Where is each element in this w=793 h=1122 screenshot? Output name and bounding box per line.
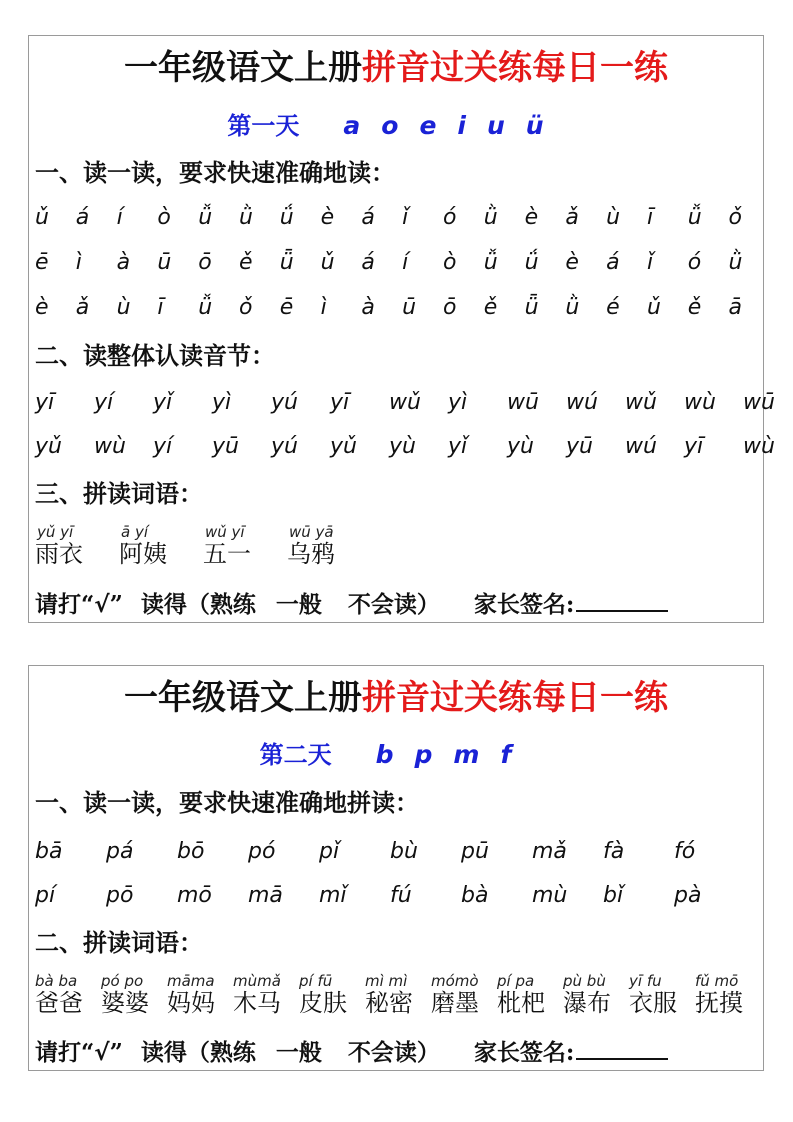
word-hanzi: 秘密: [365, 989, 413, 1017]
day1-card: [28, 35, 775, 623]
tone-vowel: á: [361, 205, 375, 230]
day2-syllable-row-1: [35, 838, 745, 866]
word-hanzi: 五一: [203, 540, 251, 568]
tone-vowel: ò: [157, 205, 171, 230]
syllable: bā: [35, 839, 63, 864]
syllable: pà: [674, 883, 702, 908]
check-mark-icon: √: [94, 1040, 110, 1066]
syllable: yú: [271, 390, 298, 415]
syllable: mō: [177, 883, 212, 908]
day1-title: [29, 46, 763, 90]
tone-vowel: ǖ: [279, 250, 294, 275]
syllable: pí: [35, 883, 56, 908]
syllable: yì: [212, 390, 232, 415]
pinyin-letter: e: [419, 111, 437, 140]
word-item: [203, 524, 251, 568]
syllable: yū: [566, 434, 593, 459]
day2-subtitle: [29, 740, 763, 770]
word-item: [35, 524, 83, 568]
syllable: wú: [625, 434, 657, 459]
day2-section1-heading: 一、读一读，要求快速准确地拼读：: [35, 788, 419, 817]
footer-read-label: 读得（: [140, 1039, 210, 1066]
tone-vowel: ǔ: [320, 250, 335, 275]
word-item: [35, 973, 101, 1017]
word-item: [365, 973, 431, 1017]
day1-subtitle: [29, 111, 763, 141]
syllable: yī: [330, 390, 350, 415]
word-pinyin: mì mì: [365, 972, 408, 990]
day2-word-list: [35, 973, 761, 1017]
pinyin-letter: b: [375, 740, 394, 769]
day1-syllable-row-1: [35, 389, 793, 417]
day1-letters: [343, 112, 564, 140]
footer-option-fluent[interactable]: 熟练: [209, 1039, 256, 1066]
syllable: bō: [177, 839, 205, 864]
word-hanzi: 木马: [233, 989, 281, 1017]
parent-sign-label: 家长签名:: [473, 591, 575, 618]
word-hanzi: 枇杷: [497, 989, 545, 1017]
word-hanzi: 雨衣: [35, 540, 83, 568]
syllable: yǔ: [330, 434, 357, 459]
footer-option-cannot-read[interactable]: 不会读）: [347, 1039, 440, 1066]
word-pinyin: ā yí: [121, 523, 149, 541]
word-pinyin: pó po: [101, 972, 144, 990]
word-item: [101, 973, 167, 1017]
syllable: fó: [674, 839, 696, 864]
syllable: bù: [390, 839, 418, 864]
word-item: [563, 973, 629, 1017]
tone-vowel: á: [361, 250, 375, 275]
tone-vowel: ò: [442, 250, 457, 275]
tone-vowel: ǐ: [646, 250, 654, 275]
syllable: wǔ: [625, 390, 657, 415]
syllable: wǔ: [389, 390, 421, 415]
word-pinyin: mùmǎ: [233, 972, 281, 990]
word-hanzi: 磨墨: [431, 989, 479, 1017]
day1-section2-heading: 二、读整体认读音节：: [35, 341, 275, 370]
tone-vowel: ǚ: [483, 250, 498, 275]
tone-vowel: ǚ: [687, 205, 702, 230]
tone-vowel: ǔ: [646, 295, 661, 320]
tone-vowel: ē: [279, 295, 294, 320]
pinyin-letter: m: [453, 740, 480, 769]
day2-section2-heading: 二、拼读词语：: [35, 928, 203, 957]
word-pinyin: bà ba: [35, 972, 78, 990]
tone-vowel: ì: [75, 250, 82, 275]
tone-vowel: á: [606, 250, 620, 275]
word-item: [629, 973, 695, 1017]
word-pinyin: yǔ yī: [37, 523, 74, 541]
tone-vowel: ǘ: [279, 205, 294, 230]
pinyin-letter: p: [414, 740, 433, 769]
syllable: bǐ: [603, 883, 624, 908]
syllable: yì: [448, 390, 468, 415]
tone-vowel: ě: [238, 250, 253, 275]
syllable: yí: [94, 390, 114, 415]
day2-letters: [376, 741, 533, 769]
tone-vowel: è: [565, 250, 579, 275]
syllable: fà: [603, 839, 625, 864]
tone-vowel: è: [524, 205, 539, 230]
word-pinyin: wū yā: [289, 523, 334, 541]
tone-vowel: í: [402, 250, 409, 275]
syllable: yǐ: [448, 434, 468, 459]
syllable: fú: [390, 883, 412, 908]
footer-option-average[interactable]: 一般: [275, 1039, 322, 1066]
check-mark-icon: √: [94, 592, 110, 618]
day2-footer: [35, 1034, 668, 1068]
word-pinyin: yī fu: [629, 972, 662, 990]
word-item: [287, 524, 335, 568]
day2-title: [29, 676, 763, 720]
word-hanzi: 阿姨: [119, 540, 167, 568]
word-pinyin: māma: [167, 972, 215, 990]
pinyin-letter: f: [500, 740, 512, 769]
word-item: [431, 973, 497, 1017]
tone-vowel: ǐ: [402, 205, 409, 230]
tone-vowel: ǘ: [524, 250, 539, 275]
tone-vowel: ī: [646, 205, 654, 230]
tone-vowel: ǜ: [483, 205, 498, 230]
tone-vowel: í: [116, 205, 123, 230]
tone-vowel: ǎ: [565, 205, 579, 230]
day1-title-black: 一年级语文上册: [124, 48, 362, 88]
syllable: yǔ: [35, 434, 62, 459]
footer-prompt: 请打“: [35, 1039, 95, 1066]
word-hanzi: 乌鸦: [287, 540, 335, 568]
syllable: wù: [684, 390, 716, 415]
syllable: mù: [532, 883, 568, 908]
tone-vowel: è: [35, 295, 49, 320]
day2-title-red: 拼音过关练每日一练: [362, 678, 668, 718]
syllable: wù: [743, 434, 775, 459]
pinyin-letter: a: [343, 111, 361, 140]
day2-label: 第二天: [259, 740, 332, 769]
tone-vowel: ā: [728, 295, 743, 320]
footer-read-label: 读得（: [140, 591, 210, 618]
syllable: pǐ: [319, 839, 340, 864]
tone-vowel: ù: [116, 295, 131, 320]
word-item: [119, 524, 167, 568]
syllable: mā: [248, 883, 283, 908]
syllable: yí: [153, 434, 173, 459]
word-pinyin: pù bù: [563, 972, 606, 990]
word-hanzi: 婆婆: [101, 989, 149, 1017]
day1-syllable-row-2: [35, 433, 793, 461]
pinyin-letter: o: [381, 111, 399, 140]
word-pinyin: wǔ yī: [205, 523, 245, 541]
word-hanzi: 衣服: [629, 989, 677, 1017]
word-hanzi: 妈妈: [167, 989, 215, 1017]
day1-word-list: [35, 524, 371, 568]
word-item: [497, 973, 563, 1017]
word-hanzi: 瀑布: [563, 989, 611, 1017]
tone-vowel: ǖ: [524, 295, 539, 320]
word-hanzi: 抚摸: [695, 989, 743, 1017]
syllable: wù: [94, 434, 126, 459]
day2-syllable-row-2: [35, 882, 745, 910]
tone-vowel: ē: [35, 250, 49, 275]
syllable: wū: [507, 390, 539, 415]
parent-sign-line[interactable]: [576, 1034, 668, 1060]
day1-footer: [35, 586, 668, 620]
tone-vowel: ó: [442, 205, 457, 230]
tone-vowel: ō: [198, 250, 212, 275]
day1-section1-heading: 一、读一读，要求快速准确地读：: [35, 158, 395, 187]
tone-vowel: ě: [483, 295, 498, 320]
word-pinyin: pí fū: [299, 972, 333, 990]
footer-prompt-close: ”: [109, 591, 123, 618]
tone-vowel: ì: [320, 295, 327, 320]
word-hanzi: 皮肤: [299, 989, 347, 1017]
tone-vowel: á: [75, 205, 90, 230]
word-item: [233, 973, 299, 1017]
tone-vowel: à: [116, 250, 131, 275]
tone-vowel: ó: [687, 250, 702, 275]
tone-vowel: ǒ: [238, 295, 253, 320]
parent-sign-line[interactable]: [576, 586, 668, 612]
syllable: mǎ: [532, 839, 567, 864]
parent-sign-label: 家长签名:: [473, 1039, 575, 1066]
tone-vowel: à: [361, 295, 375, 320]
day1-tone-row-1: [35, 204, 769, 232]
pinyin-letter: i: [457, 111, 466, 140]
syllable: yū: [212, 434, 239, 459]
day1-section3-heading: 三、拼读词语：: [35, 479, 203, 508]
syllable: mǐ: [319, 883, 347, 908]
word-hanzi: 爸爸: [35, 989, 83, 1017]
syllable: yú: [271, 434, 298, 459]
syllable: wū: [743, 390, 775, 415]
tone-vowel: ě: [687, 295, 702, 320]
tone-vowel: ǚ: [198, 295, 213, 320]
syllable: wú: [566, 390, 598, 415]
syllable: yù: [507, 434, 534, 459]
day1-tone-row-3: [35, 294, 769, 322]
tone-vowel: ǔ: [35, 205, 49, 230]
syllable: pō: [106, 883, 134, 908]
word-item: [167, 973, 233, 1017]
pinyin-letter: ü: [525, 111, 544, 140]
word-item: [695, 973, 761, 1017]
day1-label: 第一天: [227, 111, 300, 140]
word-pinyin: mómò: [431, 972, 479, 990]
day2-card: [28, 665, 764, 1071]
tone-vowel: ǜ: [565, 295, 580, 320]
tone-vowel: ǎ: [75, 295, 90, 320]
syllable: pó: [248, 839, 276, 864]
tone-vowel: ǜ: [728, 250, 743, 275]
tone-vowel: ū: [157, 250, 172, 275]
syllable: pá: [106, 839, 134, 864]
tone-vowel: ǒ: [728, 205, 743, 230]
tone-vowel: é: [606, 295, 620, 320]
footer-option-cannot-read[interactable]: 不会读）: [347, 591, 440, 618]
footer-option-average[interactable]: 一般: [275, 591, 322, 618]
word-item: [299, 973, 365, 1017]
tone-vowel: è: [320, 205, 335, 230]
day2-title-black: 一年级语文上册: [124, 678, 362, 718]
tone-vowel: ū: [402, 295, 417, 320]
footer-prompt: 请打“: [35, 591, 95, 618]
tone-vowel: ǚ: [198, 205, 213, 230]
footer-prompt-close: ”: [109, 1039, 123, 1066]
word-pinyin: pí pa: [497, 972, 535, 990]
day1-title-red: 拼音过关练每日一练: [362, 48, 668, 88]
syllable: yǐ: [153, 390, 173, 415]
syllable: yī: [35, 390, 55, 415]
tone-vowel: ǜ: [238, 205, 253, 230]
footer-option-fluent[interactable]: 熟练: [209, 591, 256, 618]
tone-vowel: ō: [442, 295, 457, 320]
syllable: pū: [461, 839, 489, 864]
tone-vowel: ī: [157, 295, 164, 320]
pinyin-letter: u: [486, 111, 505, 140]
syllable: yī: [684, 434, 704, 459]
day1-tone-row-2: [35, 249, 769, 277]
tone-vowel: ù: [606, 205, 621, 230]
word-pinyin: fǔ mō: [695, 972, 739, 990]
syllable: yù: [389, 434, 416, 459]
syllable: bà: [461, 883, 489, 908]
